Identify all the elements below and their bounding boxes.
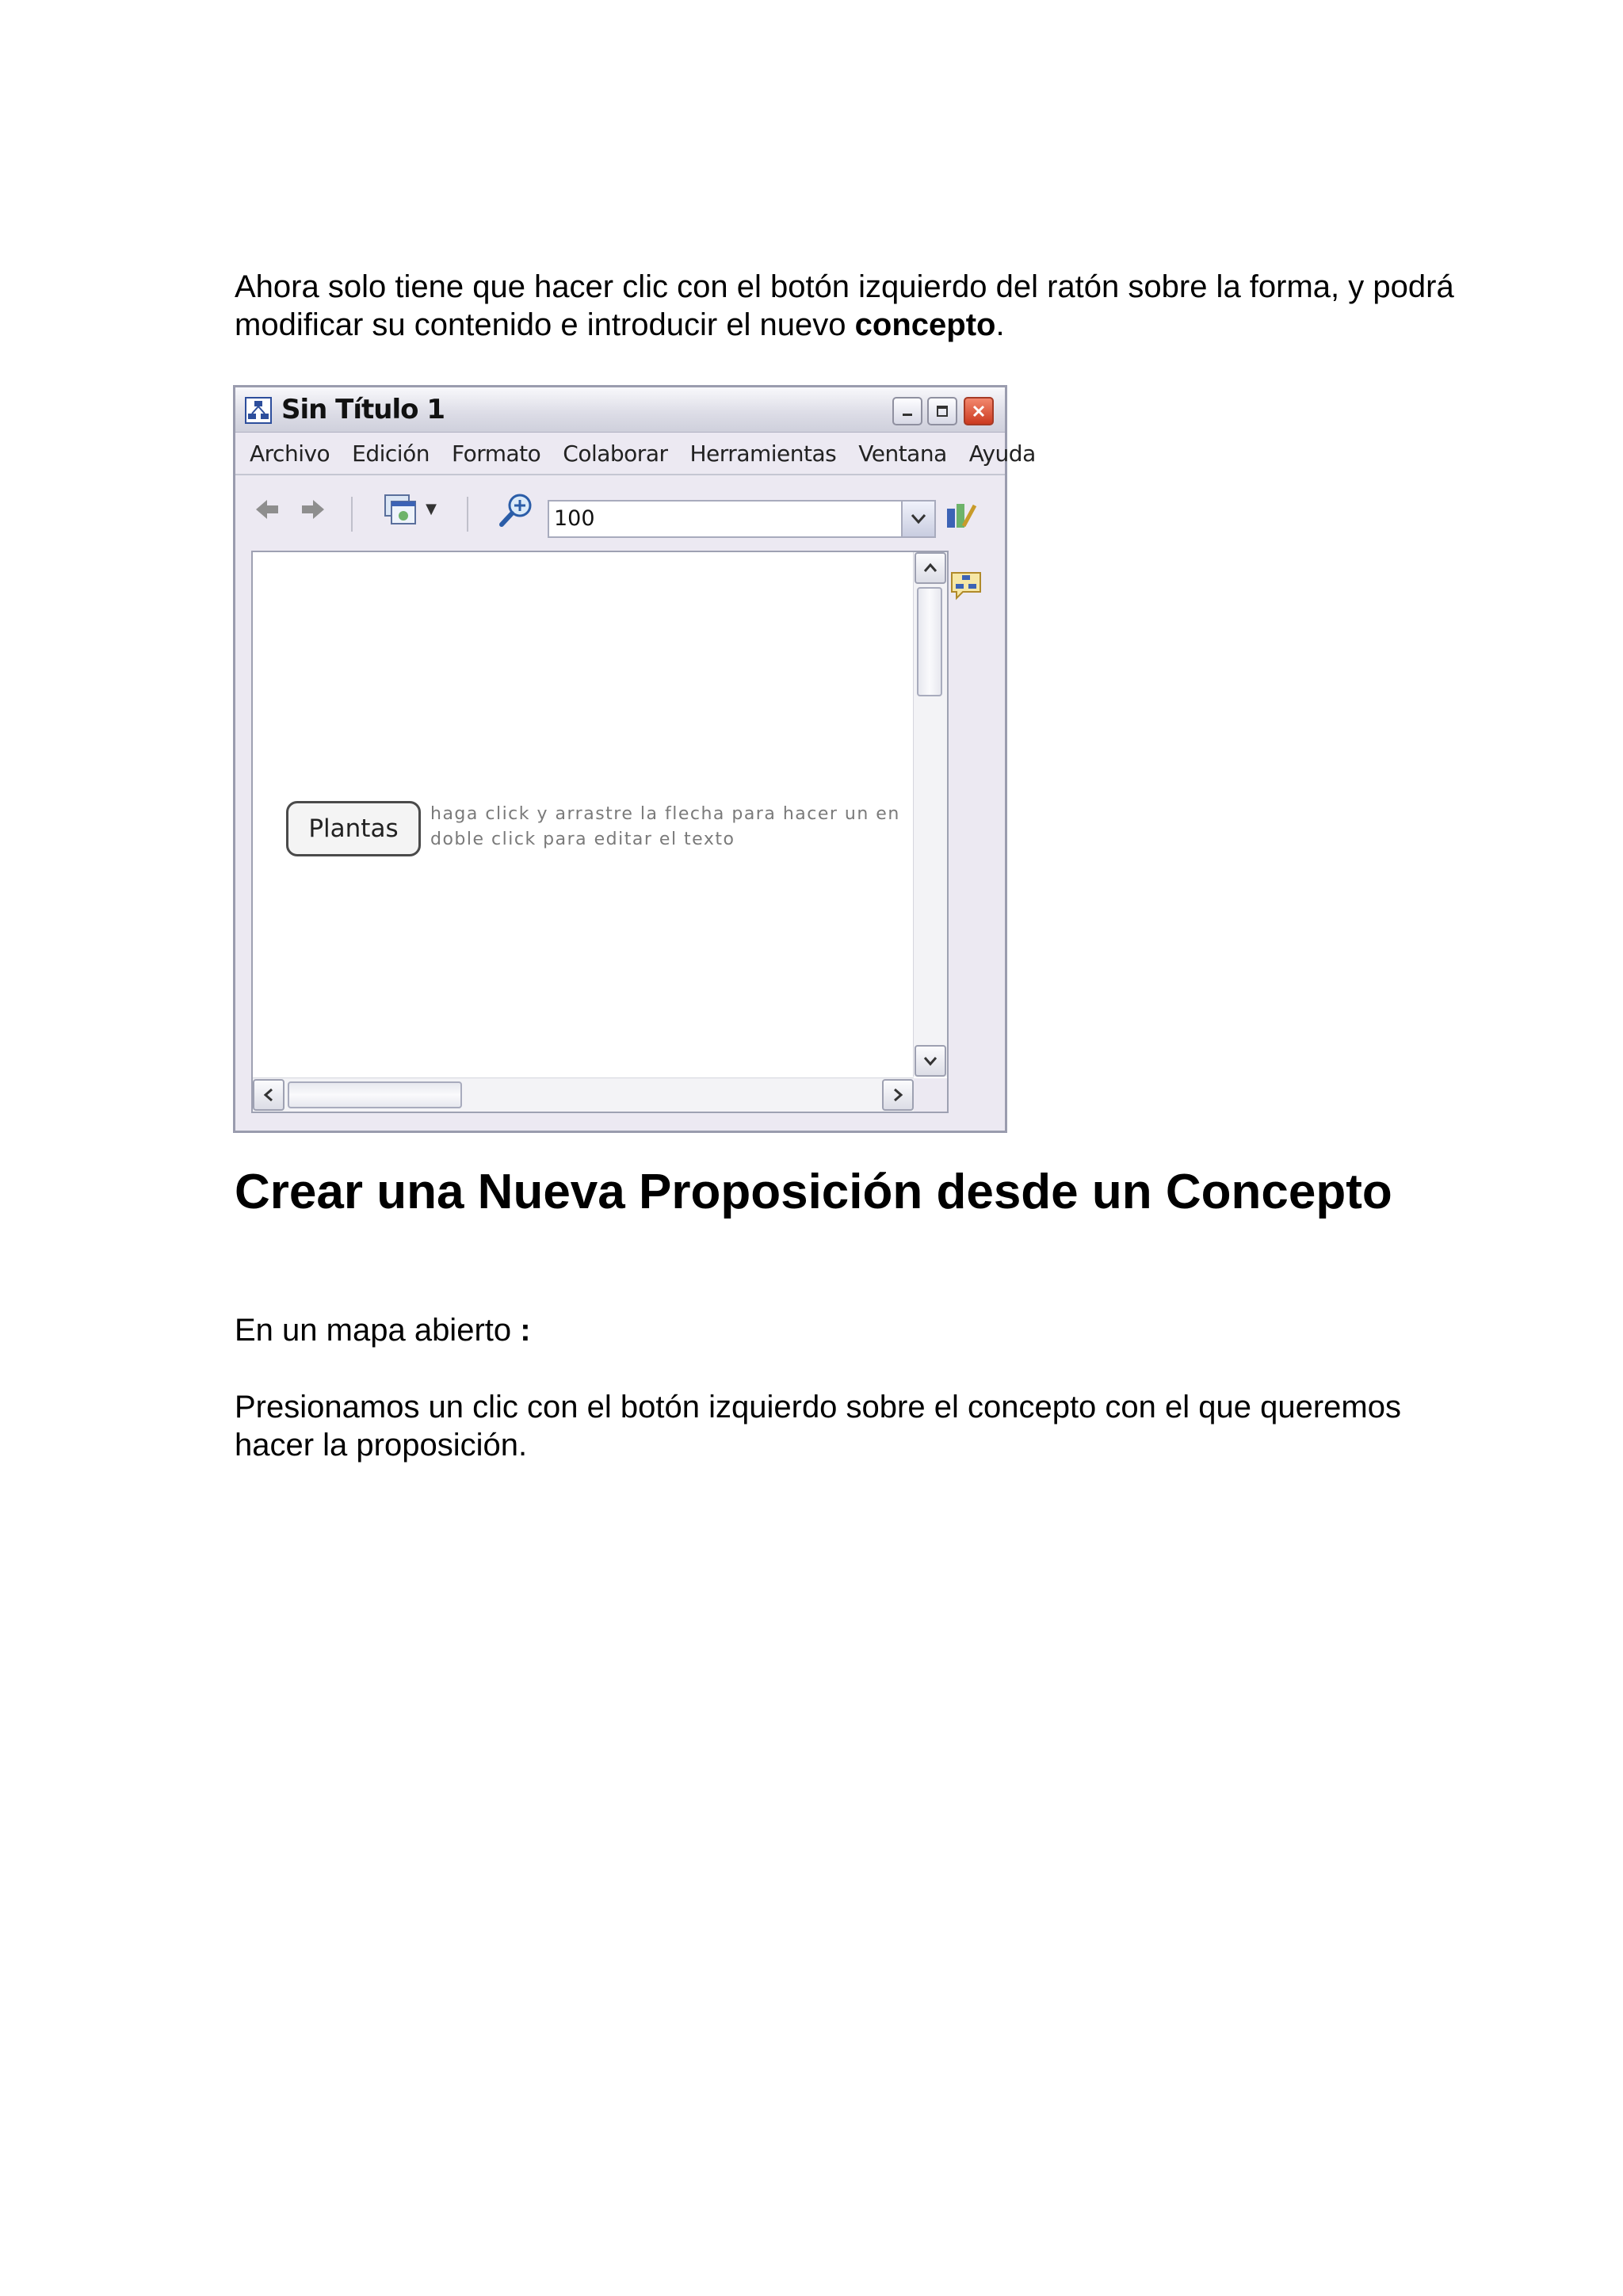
minimize-button[interactable] xyxy=(892,397,922,425)
forward-arrow-icon[interactable] xyxy=(297,494,329,525)
styles-icon[interactable] xyxy=(944,498,979,533)
instruction-paragraph xyxy=(235,1311,531,1349)
concept-node[interactable] xyxy=(286,801,421,856)
vertical-scrollbar[interactable] xyxy=(913,552,947,1077)
instruction-colon: : xyxy=(520,1313,531,1348)
toolbar-separator xyxy=(351,497,353,532)
scroll-right-icon[interactable] xyxy=(882,1079,914,1111)
horizontal-scroll-thumb[interactable] xyxy=(288,1081,462,1108)
vertical-scroll-thumb[interactable] xyxy=(917,587,942,696)
menu-ventana[interactable]: Ventana xyxy=(858,440,947,467)
cmap-app-icon xyxy=(245,397,272,424)
back-arrow-icon[interactable] xyxy=(251,494,283,525)
window-title: Sin Título 1 xyxy=(281,394,445,425)
chevron-down-icon[interactable]: ▼ xyxy=(426,500,437,517)
map-canvas[interactable] xyxy=(251,551,949,1113)
hint-text-line-2: doble click para editar el texto xyxy=(430,830,735,849)
intro-bold-word: concepto xyxy=(854,307,996,342)
menu-edicion[interactable]: Edición xyxy=(352,440,430,467)
maximize-button[interactable] xyxy=(927,397,957,425)
cmaptools-window-screenshot xyxy=(233,385,1036,1133)
concept-label: Plantas xyxy=(308,814,399,843)
views-icon[interactable] xyxy=(383,494,421,527)
zoom-value: 100 xyxy=(554,506,595,531)
close-button[interactable] xyxy=(964,397,994,425)
horizontal-scrollbar[interactable] xyxy=(253,1077,914,1112)
title-bar[interactable] xyxy=(235,387,1005,433)
intro-period: . xyxy=(995,307,1005,342)
menu-herramientas[interactable]: Herramientas xyxy=(689,440,837,467)
zoom-in-icon[interactable] xyxy=(497,490,537,530)
scrollbar-corner xyxy=(914,1078,947,1112)
scroll-left-icon[interactable] xyxy=(253,1079,285,1111)
menu-bar xyxy=(235,433,1036,475)
menu-archivo[interactable]: Archivo xyxy=(250,440,330,467)
instruction-text: En un mapa abierto xyxy=(235,1313,521,1348)
scroll-up-icon[interactable] xyxy=(915,552,946,584)
menu-formato[interactable]: Formato xyxy=(451,440,541,467)
zoom-select[interactable] xyxy=(548,500,936,538)
menu-colaborar[interactable]: Colaborar xyxy=(563,440,668,467)
scroll-down-icon[interactable] xyxy=(915,1045,946,1077)
chevron-down-icon[interactable] xyxy=(901,502,934,536)
section-heading: Crear una Nueva Proposición desde un Concepto xyxy=(235,1165,1392,1219)
collaboration-icon[interactable] xyxy=(949,568,985,605)
hint-text-line-1: haga click y arrastre la flecha para hacer un en xyxy=(430,804,900,824)
intro-paragraph xyxy=(235,268,1471,344)
toolbar-separator xyxy=(467,497,468,532)
step-paragraph: Presionamos un clic con el botón izquierdo sobre el concepto con el que queremos hacer la proposición. xyxy=(235,1390,1401,1463)
toolbar xyxy=(235,476,1005,541)
intro-text: Ahora solo tiene que hacer clic con el botón izquierdo del ratón sobre la forma, y podrá modificar su contenido e introducir el nuevo xyxy=(235,269,1454,342)
menu-ayuda[interactable]: Ayuda xyxy=(968,440,1036,467)
